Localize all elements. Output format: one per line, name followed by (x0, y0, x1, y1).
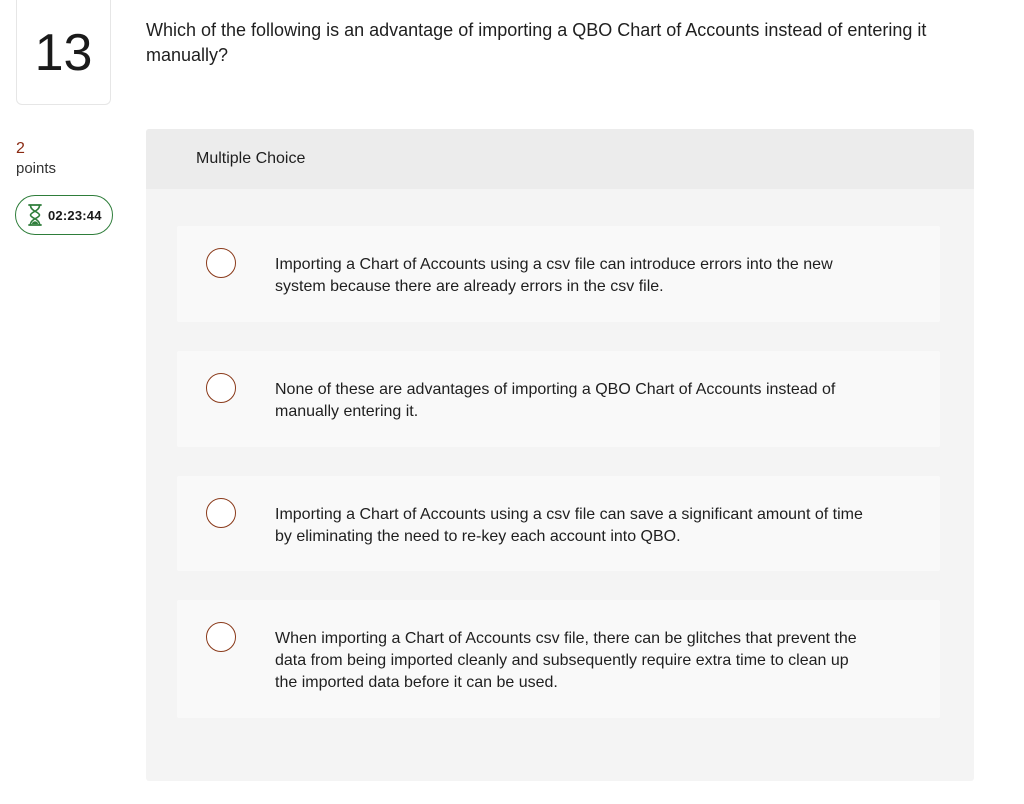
choice-text: Importing a Chart of Accounts using a csv file can save a significant amount of time by eliminating the need to re-key each account into QBO. (275, 506, 863, 545)
radio-button-icon[interactable] (206, 373, 236, 403)
choice-option-1[interactable] (177, 226, 940, 322)
points-label: points (16, 160, 57, 177)
points-value: 2 (16, 140, 25, 157)
answer-panel (146, 129, 974, 781)
question-number-card (16, 0, 111, 105)
question-text: Which of the following is an advantage of importing a QBO Chart of Accounts instead of entering it manually? (146, 20, 927, 65)
choice-option-3[interactable] (177, 476, 940, 571)
question-number: 13 (34, 24, 93, 82)
radio-button-icon[interactable] (206, 498, 236, 528)
timer-badge[interactable] (15, 195, 113, 235)
answer-type-label: Multiple Choice (196, 150, 306, 167)
hourglass-icon (28, 204, 42, 226)
timer-text: 02:23:44 (48, 207, 102, 223)
choice-option-4[interactable] (177, 600, 940, 718)
choice-text: None of these are advantages of importing a QBO Chart of Accounts instead of manually entering it. (275, 381, 836, 420)
choice-option-2[interactable] (177, 351, 940, 447)
choice-text: Importing a Chart of Accounts using a csv file can introduce errors into the new system because there are already errors in the csv file. (275, 256, 833, 295)
radio-button-icon[interactable] (206, 622, 236, 652)
radio-button-icon[interactable] (206, 248, 236, 278)
points-info (16, 140, 56, 178)
answer-type-header (146, 129, 974, 189)
choice-text: When importing a Chart of Accounts csv file, there can be glitches that prevent the data from being imported cleanly and subsequently require extra time to clean up the imported data before it can be used. (275, 630, 857, 691)
